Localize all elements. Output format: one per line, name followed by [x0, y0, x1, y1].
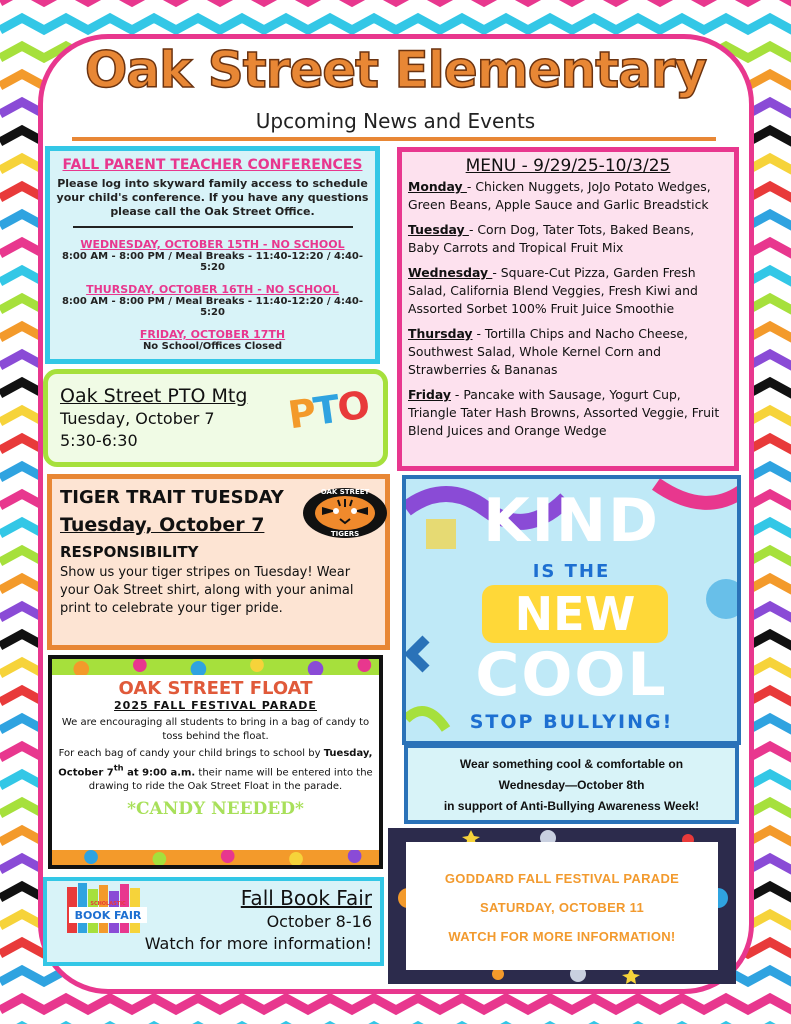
anti-bullying-box — [404, 744, 739, 824]
pto-heading: Oak Street PTO Mtg — [60, 385, 248, 407]
book-fair-note: Watch for more information! — [144, 934, 372, 953]
menu-food: - Pancake with Sausage, Yogurt Cup, Triangle Tater Hash Browns, Assorted Veggie, Fruit Blend Juices and Orange Wedge — [408, 387, 720, 438]
book-fair-heading: Fall Book Fair — [240, 886, 372, 910]
pto-logo-letter: T — [310, 386, 341, 434]
menu-box — [397, 147, 739, 471]
kind-line-2: IS THE — [532, 561, 611, 582]
parade-line-1: GODDARD FALL FESTIVAL PARADE — [444, 871, 680, 886]
pto-box — [43, 369, 388, 467]
conference-day-times: No School/Offices Closed — [142, 341, 283, 352]
conferences-box — [45, 146, 380, 364]
float-p2-d: their name will be entered into the drawing to ride the Oak Street Float in the parade. — [88, 767, 373, 793]
kind-line-3: NEW — [482, 585, 668, 643]
tiger-logo-top: OAK STREET — [320, 488, 370, 496]
menu-item — [408, 178, 728, 214]
conferences-intro: Please log into skyward family access to schedule your child's conference. If you have any questions please call the Oak Street Office. — [56, 177, 369, 218]
conference-day-date: FRIDAY, OCTOBER 17TH — [139, 328, 286, 341]
parade-line-3: WATCH FOR MORE INFORMATION! — [448, 929, 676, 944]
menu-day: Tuesday — [408, 222, 469, 237]
conference-day-times: 8:00 AM - 8:00 PM / Meal Breaks - 11:40-12:20 / 4:40-5:20 — [61, 296, 364, 318]
chevron-stripe — [0, 0, 791, 2]
menu-day: Thursday — [408, 326, 473, 341]
wear-line-1: Wear something cool & comfortable on — [459, 757, 684, 771]
chevron-stripe — [0, 998, 791, 1010]
float-p2-date: Tuesday, October 7 — [58, 748, 373, 779]
float-heading: OAK STREET FLOAT — [118, 678, 313, 699]
menu-item — [408, 386, 728, 440]
conference-day-date: WEDNESDAY, OCTOBER 15TH - NO SCHOOL — [80, 238, 345, 251]
book-fair-logo-text: BOOK FAIR — [74, 909, 142, 922]
pto-time: 5:30-6:30 — [60, 431, 138, 450]
parade-line-2: SATURDAY, OCTOBER 11 — [480, 900, 644, 915]
tiger-logo-bottom: TIGERS — [330, 530, 360, 538]
chevron-stripe — [0, 18, 791, 30]
menu-food: - Tortilla Chips and Nacho Cheese, Southwest Salad, Whole Kernel Corn and Strawberries & Bananas — [408, 326, 688, 377]
conferences-divider — [73, 226, 353, 228]
wear-line-2: Wednesday—October 8th — [498, 778, 645, 792]
conference-day-date: THURSDAY, OCTOBER 16TH - NO SCHOOL — [86, 283, 339, 296]
kind-poster — [402, 475, 741, 745]
wear-line-3: in support of Anti-Bullying Awareness Week! — [443, 799, 700, 813]
book-fair-logo-brand: SCHOLASTIC — [90, 901, 126, 907]
page-title: Oak Street Elementary — [84, 41, 707, 99]
float-top-decoration — [52, 659, 379, 675]
tiger-trait-box — [47, 474, 390, 650]
float-subheading: 2025 FALL FESTIVAL PARADE — [114, 699, 317, 712]
conferences-heading: FALL PARENT TEACHER CONFERENCES — [62, 157, 363, 173]
kind-line-4: COOL — [475, 640, 668, 710]
menu-food: - Square-Cut Pizza, Garden Fresh Salad, California Blend Veggies, Fresh Kiwi and Assorted Sorbet 100% Fruit Juice Smoothie — [408, 265, 698, 316]
tiger-trait: RESPONSIBILITY — [60, 543, 199, 561]
menu-item — [408, 264, 728, 318]
menu-item — [408, 221, 728, 257]
parade-content — [406, 842, 718, 970]
stop-bullying: STOP BULLYING! — [469, 711, 674, 733]
float-bottom-decoration — [52, 850, 379, 865]
tiger-body: Show us your tiger stripes on Tuesday! Wear your Oak Street shirt, along with your animal print to celebrate your tiger pride. — [60, 565, 354, 616]
menu-heading: MENU - 9/29/25-10/3/25 — [465, 156, 671, 176]
tiger-logo-icon — [302, 485, 388, 539]
menu-day: Friday — [408, 387, 451, 402]
menu-food: - Corn Dog, Tater Tots, Baked Beans, Baby Carrots and Tropical Fruit Mix — [408, 222, 695, 255]
kind-line-1: KIND — [483, 486, 660, 556]
book-fair-dates: October 8-16 — [266, 912, 372, 931]
float-p2-time: at 9:00 a.m. — [123, 767, 196, 779]
tiger-date: Tuesday, October 7 — [60, 514, 265, 536]
candy-needed: *CANDY NEEDED* — [127, 799, 304, 820]
page-subtitle: Upcoming News and Events — [255, 109, 536, 133]
pto-logo-letter: P — [285, 390, 318, 438]
conference-day-times: 8:00 AM - 8:00 PM / Meal Breaks - 11:40-12:20 / 4:40-5:20 — [61, 251, 364, 273]
pto-date: Tuesday, October 7 — [60, 409, 215, 428]
book-fair-logo-icon — [63, 881, 153, 935]
parade-box — [388, 828, 736, 984]
float-p2-a: For each bag of candy your child brings to school by — [58, 748, 324, 759]
menu-day: Wednesday — [408, 265, 493, 280]
menu-food: - Chicken Nuggets, JoJo Potato Wedges, Green Beans, Apple Sauce and Garlic Breadstick — [408, 179, 711, 212]
float-box — [48, 655, 383, 869]
float-p2-sup: th — [113, 763, 124, 773]
menu-day: Monday — [408, 179, 467, 194]
book-fair-box — [43, 877, 384, 966]
pto-logo-letter: O — [334, 382, 371, 431]
float-content — [52, 675, 379, 854]
float-paragraph-2 — [58, 747, 373, 794]
float-paragraph-1: We are encouraging all students to bring in a bag of candy to toss behind the float. — [61, 717, 370, 742]
tiger-heading: TIGER TRAIT TUESDAY — [60, 487, 284, 508]
menu-item — [408, 325, 728, 379]
title-divider — [72, 137, 716, 141]
